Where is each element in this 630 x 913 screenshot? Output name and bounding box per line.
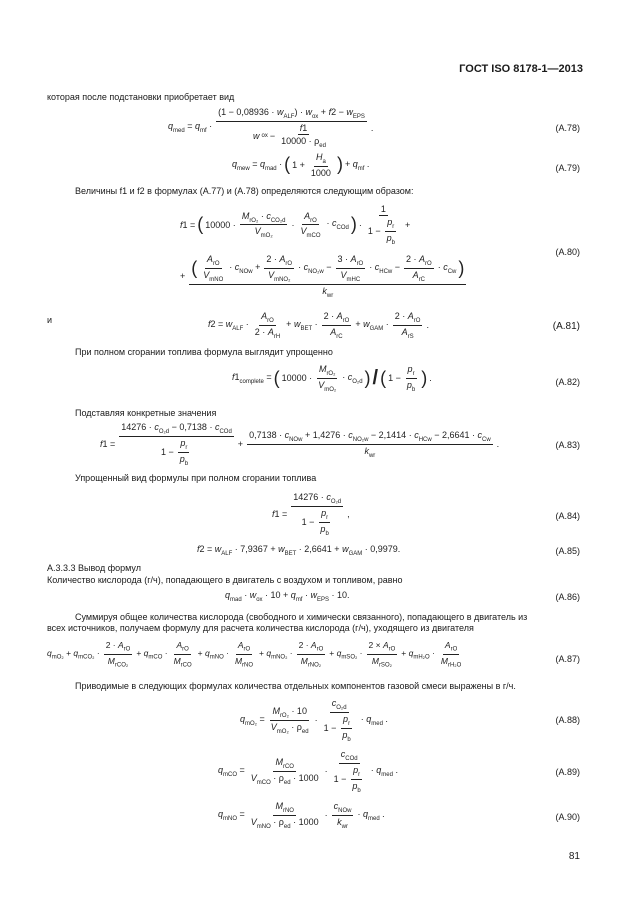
paragraph: которая после подстановки приобретает вид [47,92,235,102]
paragraph: Суммируя общее количества кислорода (свободного и химически связанного), попадающего в двигатель из [75,612,528,622]
document-header: ГОСТ ISO 8178-1—2013 [459,63,583,75]
formula-a85: $f2 = w_{ALF} \cdot 7,9367 + w_{BET} \cdot 2,6641 + w_{GAM} \cdot 0,9979$. [197,544,401,557]
equation-number: (А.79) [555,163,580,173]
equation-number: (А.82) [555,377,580,387]
paragraph: всех источников, получаем формулу для расчета количества кислорода (г/ч), уходящего из двигателя [47,623,474,633]
formula-a88: $q_{mO_2}$ = $\frac{M_{rO_2} \cdot 10}{V_{mO_2} \cdot \rho_{ed}}$ · $c_{O_2d}$ 1 − $\frac{p_r}{p_b}$ · $q_{med}$ . [240,698,388,743]
equation-number: (А.84) [555,511,580,521]
formula-a81: $f2 = w_{ALF}$ · $\frac{A_{rO}}{2 \cdot A_{rH}}$ + $w_{BET}$ · $\frac{2 \cdot A_{rO}}{A_{rC}}$ + $w_{GAM}$ · $\frac{2 \cdot A_{rO}}{A_{rS}}$ . [208,311,429,340]
equation-number: (А.80) [555,247,580,257]
section-heading: А.3.3.3 Вывод формул [47,563,141,573]
formula-a90: $q_{mNO}$ = $\frac{M_{rNO}}{V_{mNO} \cdot \rho_{ed} \cdot 1000}$ · $\frac{c_{NOw}}{k_{wr}}$ · $q_{med}$ . [218,801,385,830]
formula-a80-line1: f1 = ( 10000 · $\frac{M_{rO_2} \cdot c_{CO_2d}}{V_{mO_2}}$ · $\frac{A_{rO}}{V_{mCO}}$ · $c_{COd}$ ) · 1 1 − $\frac{p_r}{p_b}$ + [180,204,411,246]
equation-number: (А.86) [555,592,580,602]
formula-a87: $q_{mO_2} + q_{mCO_2}$ · $\frac{2 \cdot A_{rO}}{M_{rCO_2}}$ + $q_{mCO}$ · $\frac{A_{rO}}{M_{rCO}}$ + $q_{mNO}$ · $\frac{A_{rO}}{M_{rNO}}$ + $q_{mNO_2}$ · $\frac{2 \cdot A_{rO}}{M_{rNO_2}}$ + $q_{mSO_2}$ · $\frac{2 \times A_{rO}}{M_{rSO_2}}$ + $q_{mH_2O}$ · $\frac{A_{rO}}{M_{rH_2O}}$ [47,640,462,669]
equation-number: (А.88) [555,715,580,725]
formula-a82: $f1_{complete}$ = ( 10000 · $\frac{M_{rO_2}}{V_{mO_2}}$ · $c_{O_2d}$ ) / ( 1 − $\frac{p_r}{p_b}$ ) . [232,364,432,393]
equation-number: (А.90) [555,812,580,822]
equation-number: (А.85) [555,546,580,556]
equation-number: (А.89) [555,767,580,777]
page-number: 81 [568,851,580,862]
formula-a79: $q_{mew} = q_{mad}$ · ( 1 + $\frac{H_a}{1000}$ ) + $q_{mf}$ . [232,152,370,178]
formula-a83: f1 = $14276 \cdot c_{O_2d} - 0,7138 \cdot c_{COd}$ 1 − $\frac{p_r}{p_b}$ + $0,7138 \cdot c_{NOw} + 1,4276 \cdot c_{NO_2w} - 2,1414 \cdot c_{HCw} - 2,6641 \cdot c_{Cw}$ $k_{wr}$ . [100,422,500,467]
paragraph: Величины f1 и f2 в формулах (А.77) и (А.78) определяются следующим образом: [75,186,414,196]
formula-a84: f1 = $14276 \cdot c_{O_2d}$ 1 − $\frac{p_r}{p_b}$ , [272,492,350,537]
formula-a78: $q_{med} = q_{mf}$ · $(1 - 0,08936 \cdot w_{ALF}) \cdot w_{ox} + f2 - w_{EPS}$ w ox − $\frac{f1}{10000 \cdot \rho_{ed}}$ . [168,107,374,149]
paragraph: и [47,315,53,325]
paragraph: Приводимые в следующих формулах количества отдельных компонентов газовой смеси выражены в г/ч. [75,681,516,691]
equation-number: (А.87) [555,654,580,664]
equation-number: (А.81) [552,321,580,332]
paragraph: При полном сгорании топлива формула выглядит упрощенно [75,347,333,357]
equation-number: (А.83) [555,440,580,450]
formula-a80-line2: + ( $\frac{A_{rO}}{V_{mNO}}$ · $c_{NOw}$ + $\frac{2 \cdot A_{rO}}{V_{mNO_2}}$ · $c_{NO_2w}$ − $\frac{3 \cdot A_{rO}}{V_{mHC}}$ · $c_{HCw}$ − $\frac{2 \cdot A_{rO}}{A_{rC}}$ · $c_{Cw}$ ) $k_{wr}$ [180,254,465,299]
equation-number: (А.78) [555,123,580,133]
formula-a89: $q_{mCO}$ = $\frac{M_{rCO}}{V_{mCO} \cdot \rho_{ed} \cdot 1000}$ · $c_{COd}$ 1 − $\frac{p_r}{p_b}$ · $q_{med}$ . [218,749,398,794]
paragraph: Подставляя конкретные значения [75,408,217,418]
formula-a86: $q_{mad} \cdot w_{ox} \cdot 10 + q_{mf} \cdot w_{EPS} \cdot 10$. [225,590,350,603]
paragraph: Количество кислорода (г/ч), попадающего в двигатель с воздухом и топливом, равно [47,575,403,585]
paragraph: Упрощенный вид формулы при полном сгорании топлива [75,473,317,483]
